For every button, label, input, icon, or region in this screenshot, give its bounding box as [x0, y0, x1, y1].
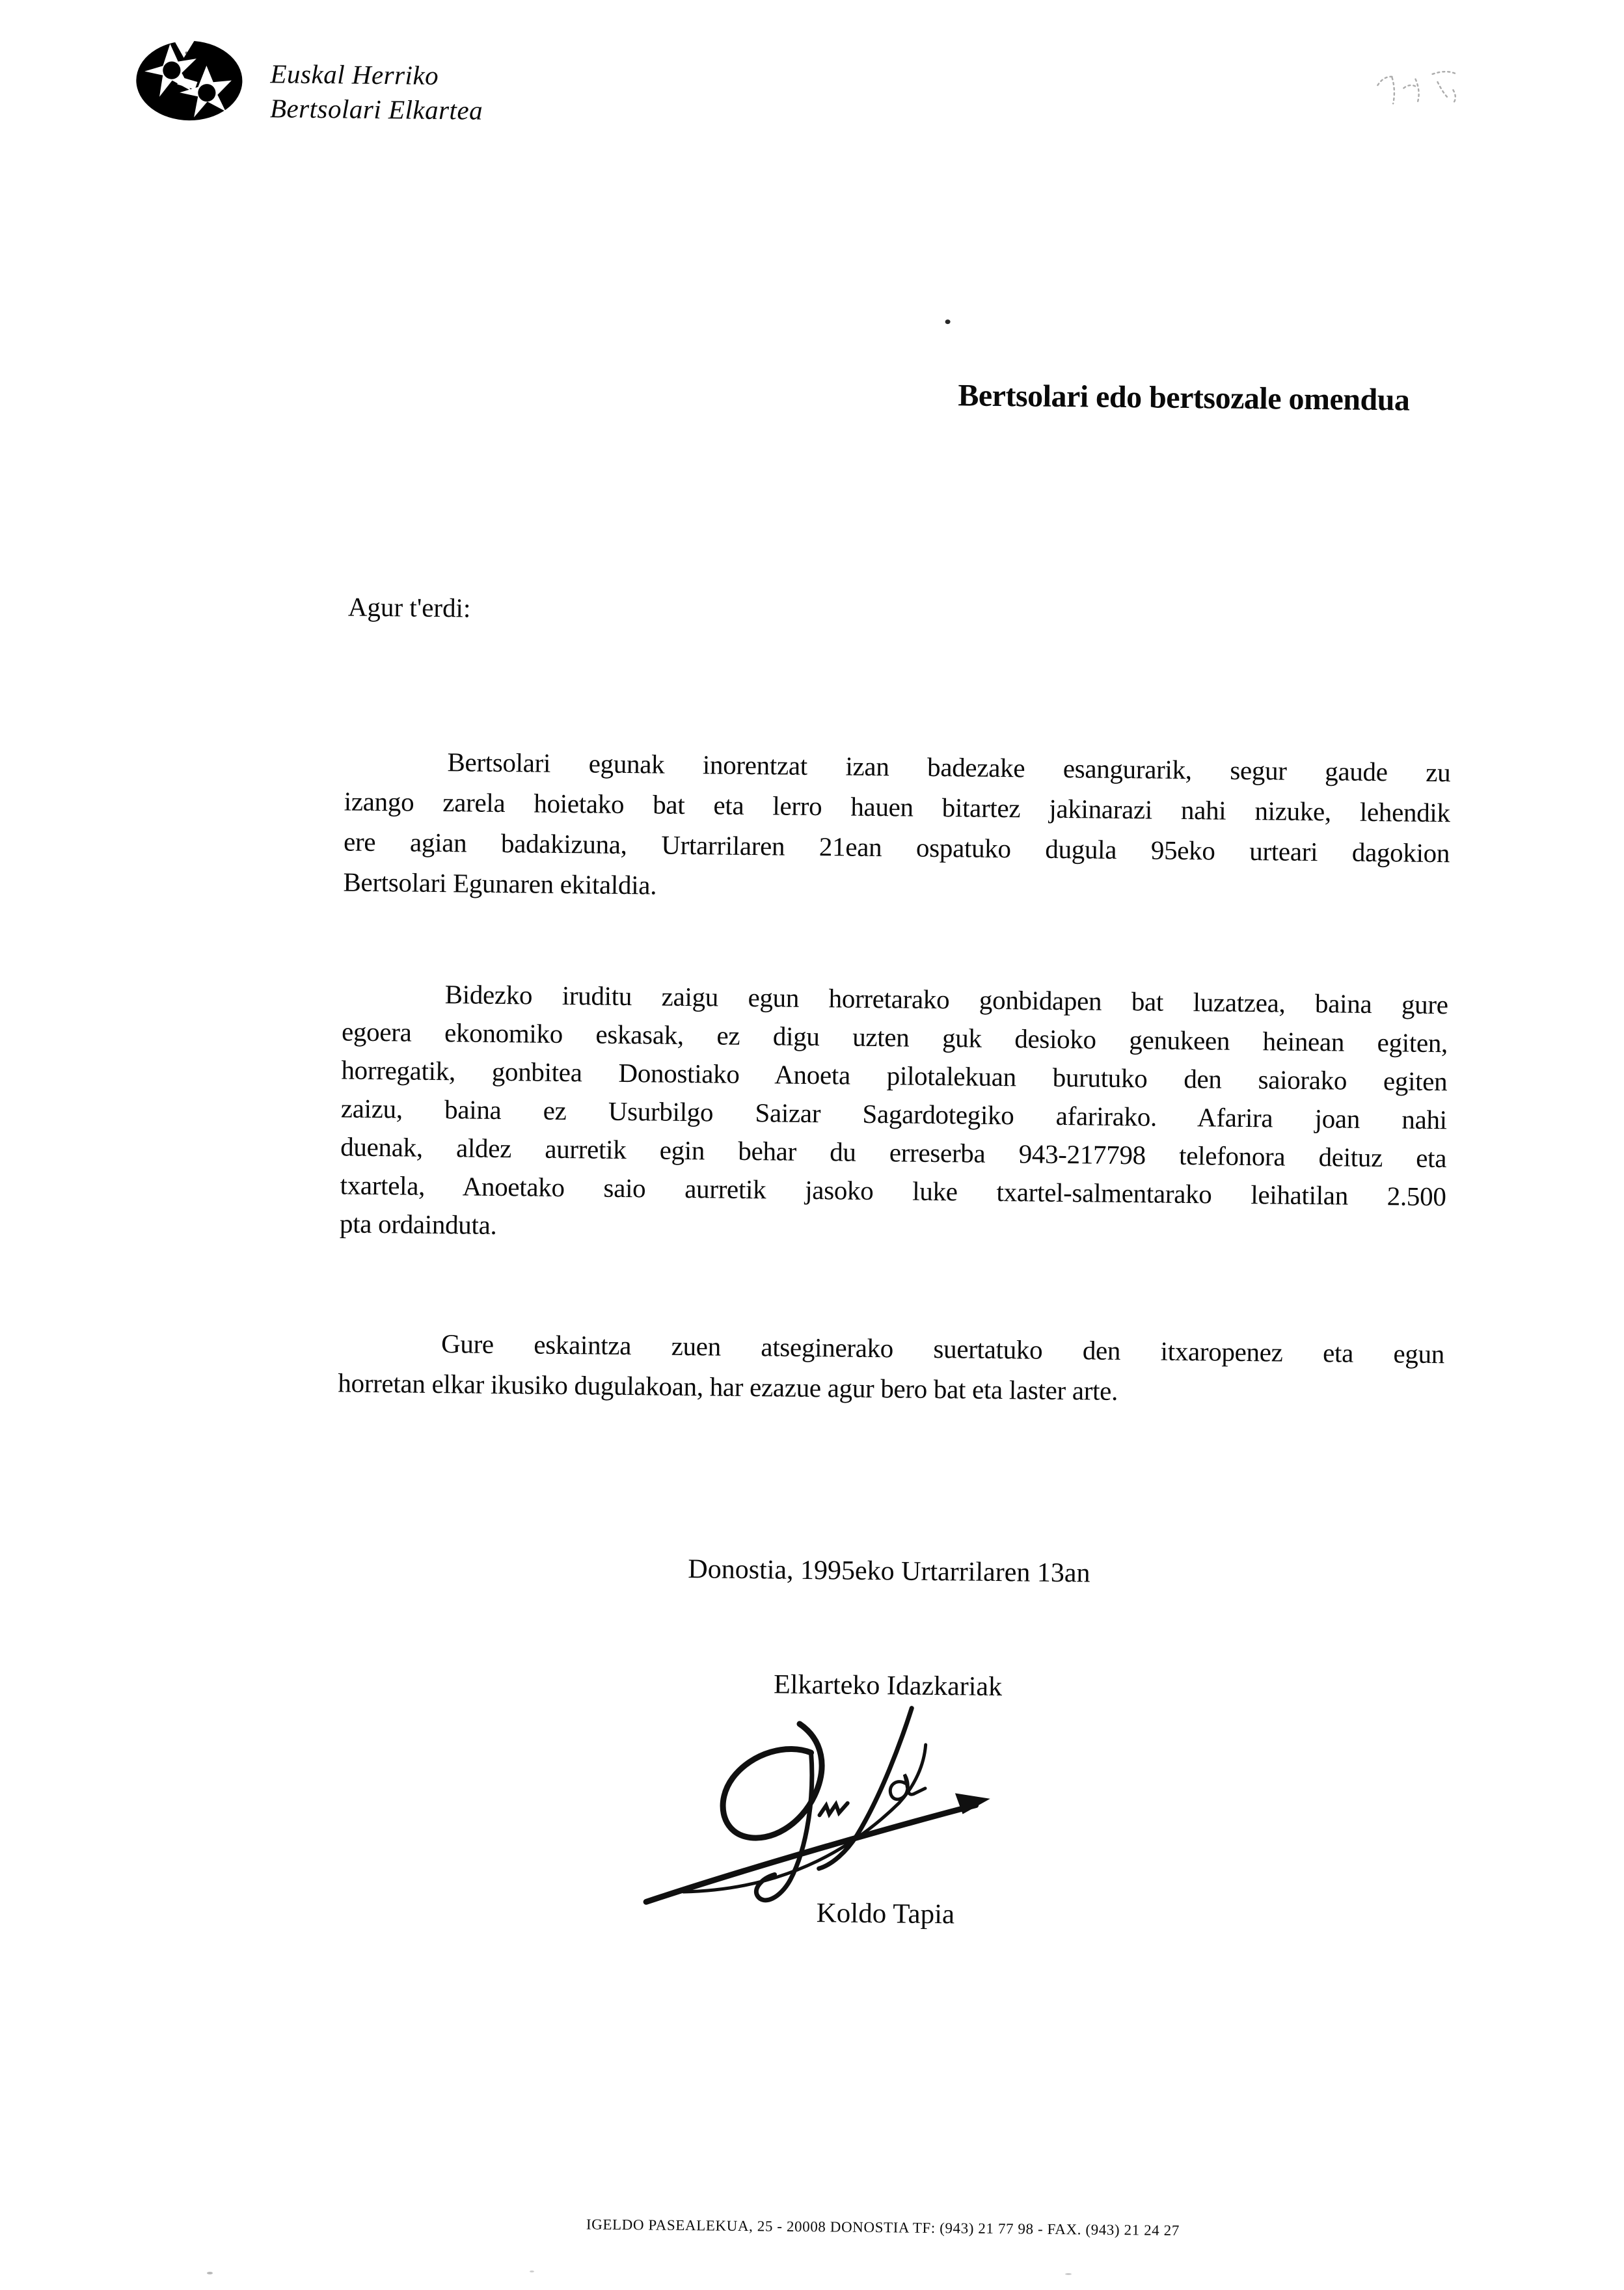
letter-line: pta ordainduta. [340, 1204, 1446, 1254]
letter-line: Gure eskaintza zuen atseginerako suertatuko den itxaropenez eta egun [338, 1322, 1445, 1374]
closing-role: Elkarteko Idazkariak [334, 1664, 1441, 1707]
scan-speck [945, 319, 951, 324]
letter-line: zaizu, baina ez Usurbilgo Saizar Sagardotegiko afarirako. Afarira joan nahi [341, 1089, 1448, 1139]
footer-address: IGELDO PASEALEKUA, 25 - 20008 DONOSTIA TF: (943) 21 77 98 - FAX. (943) 21 24 27 [586, 2216, 1180, 2239]
org-name-line2: Bertsolari Elkartea [270, 91, 483, 128]
letter-line: egoera ekonomiko eskasak, ez digu uzten guk desioko genukeen heinean egiten, [342, 1012, 1448, 1062]
letter-line: Bertsolari egunak inorentzat izan badezake esangurarik, segur gaude zu [344, 740, 1451, 792]
organization-name [270, 57, 483, 128]
letter-line: Bertsolari Egunaren ekitaldia. [343, 861, 1450, 913]
bertsolari-elkartea-logo [135, 38, 243, 126]
pencil-scribble-mark [1370, 63, 1474, 123]
paragraph-1 [343, 740, 1451, 913]
letter-line: horregatik, gonbitea Donostiako Anoeta pilotalekuan burutuko den saiorako egiten [341, 1051, 1448, 1101]
letter-subject: Bertsolari edo bertsozale omendua [958, 377, 1453, 418]
letter-line: duenak, aldez aurretik egin behar du erreserba 943-217798 telefonora deituz eta [340, 1127, 1447, 1178]
scan-speck [207, 2272, 213, 2274]
letter-line: izango zarela hoietako bat eta lerro hauen bitartez jakinarazi nahi nizuke, lehendik [344, 781, 1450, 833]
signer-name: Koldo Tapia [332, 1892, 1439, 1935]
scan-speck [1065, 2273, 1072, 2275]
paragraph-3 [338, 1322, 1444, 1414]
dateline: Donostia, 1995eko Urtarrilaren 13an [336, 1550, 1442, 1593]
letter-line: txartela, Anoetako saio aurretik jasoko luke txartel-salmentarako leihatilan 2.500 [340, 1166, 1446, 1216]
letter-line: horretan elkar ikusiko dugulakoan, har ezazue agur bero bat eta laster arte. [338, 1362, 1444, 1414]
paragraph-2 [340, 974, 1448, 1254]
letter-line: ere agian badakizuna, Urtarrilaren 21ean ospatuko dugula 95eko urteari dagokion [344, 821, 1450, 873]
salutation: Agur t'erdi: [348, 591, 471, 623]
org-name-line1: Euskal Herriko [270, 57, 483, 93]
letter-line: Bidezko iruditu zaigu egun horretarako gonbidapen bat luzatzea, baina gure [342, 974, 1448, 1024]
scan-speck [530, 2270, 534, 2272]
